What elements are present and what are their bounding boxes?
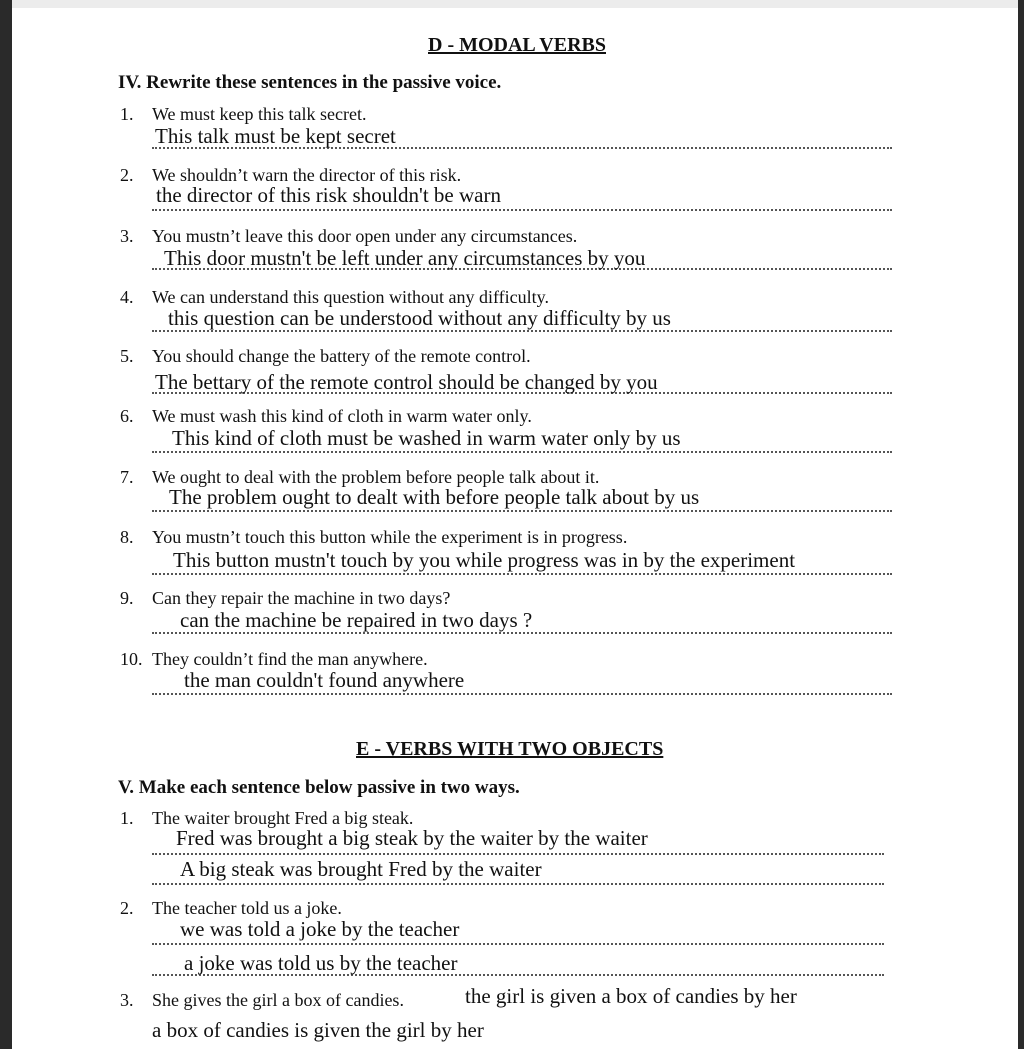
right-page-edge — [1018, 0, 1024, 1049]
question-text: Can they repair the machine in two days? — [152, 588, 451, 608]
item-number: 9. — [120, 588, 134, 608]
answer-line — [152, 451, 892, 453]
question-text: We must wash this kind of cloth in warm water only. — [152, 406, 532, 426]
answer-line — [152, 510, 892, 512]
top-margin — [0, 0, 1024, 8]
section-e-title: E - VERBS WITH TWO OBJECTS — [356, 738, 664, 760]
item-number: 2. — [120, 898, 134, 918]
answer-text[interactable]: the man couldn't found anywhere — [184, 668, 465, 692]
answer-text[interactable]: The problem ought to dealt with before people talk about by us — [169, 485, 700, 509]
answer-line — [152, 883, 884, 885]
section-d-title: D - MODAL VERBS — [428, 34, 606, 56]
question-text: You mustn’t touch this button while the experiment is in progress. — [152, 527, 628, 547]
answer-line — [152, 693, 892, 695]
answer-text[interactable]: The bettary of the remote control should be changed by you — [155, 370, 658, 394]
item-number: 8. — [120, 527, 134, 547]
question-text: We ought to deal with the problem before people talk about it. — [152, 467, 600, 487]
answer-text[interactable]: a joke was told us by the teacher — [184, 951, 458, 975]
answer-line — [152, 573, 892, 575]
answer-line — [152, 209, 892, 211]
question-text: We must keep this talk secret. — [152, 104, 367, 124]
question-text: They couldn’t find the man anywhere. — [152, 649, 428, 669]
answer-text[interactable]: the girl is given a box of candies by her — [465, 984, 797, 1008]
question-text: You mustn’t leave this door open under any circumstances. — [152, 226, 578, 246]
answer-text[interactable]: This talk must be kept secret — [155, 124, 396, 148]
question-text: You should change the battery of the remote control. — [152, 346, 531, 366]
section-d-instruction: IV. Rewrite these sentences in the passive voice. — [118, 72, 502, 93]
item-number: 10. — [120, 649, 143, 669]
answer-text[interactable]: This kind of cloth must be washed in warm water only by us — [172, 426, 681, 450]
question-text: The waiter brought Fred a big steak. — [152, 808, 414, 828]
answer-text[interactable]: the director of this risk shouldn't be warn — [156, 183, 501, 207]
left-page-edge — [0, 0, 12, 1049]
item-number: 3. — [120, 990, 134, 1010]
question-text: She gives the girl a box of candies. — [152, 990, 404, 1010]
item-number: 6. — [120, 406, 134, 426]
question-text: We shouldn’t warn the director of this risk. — [152, 165, 462, 185]
item-number: 3. — [120, 226, 134, 246]
question-text: We can understand this question without any difficulty. — [152, 287, 549, 307]
question-text: The teacher told us a joke. — [152, 898, 342, 918]
item-number: 5. — [120, 346, 134, 366]
item-number: 7. — [120, 467, 134, 487]
answer-text[interactable]: This door mustn't be left under any circumstances by you — [164, 246, 646, 270]
answer-line — [152, 853, 884, 855]
answer-line — [152, 943, 884, 945]
item-number: 1. — [120, 808, 134, 828]
item-number: 1. — [120, 104, 134, 124]
item-number: 4. — [120, 287, 134, 307]
answer-text[interactable]: we was told a joke by the teacher — [180, 917, 460, 941]
answer-text[interactable]: this question can be understood without any difficulty by us — [168, 306, 671, 330]
answer-text[interactable]: A big steak was brought Fred by the waiter — [180, 857, 542, 881]
answer-text[interactable]: a box of candies is given the girl by her — [152, 1018, 484, 1042]
answer-text[interactable]: can the machine be repaired in two days ? — [180, 608, 533, 632]
answer-text[interactable]: This button mustn't touch by you while progress was in by the experiment — [173, 548, 796, 572]
section-e-instruction: V. Make each sentence below passive in two ways. — [118, 777, 520, 798]
answer-text[interactable]: Fred was brought a big steak by the waiter by the waiter — [176, 826, 648, 850]
item-number: 2. — [120, 165, 134, 185]
